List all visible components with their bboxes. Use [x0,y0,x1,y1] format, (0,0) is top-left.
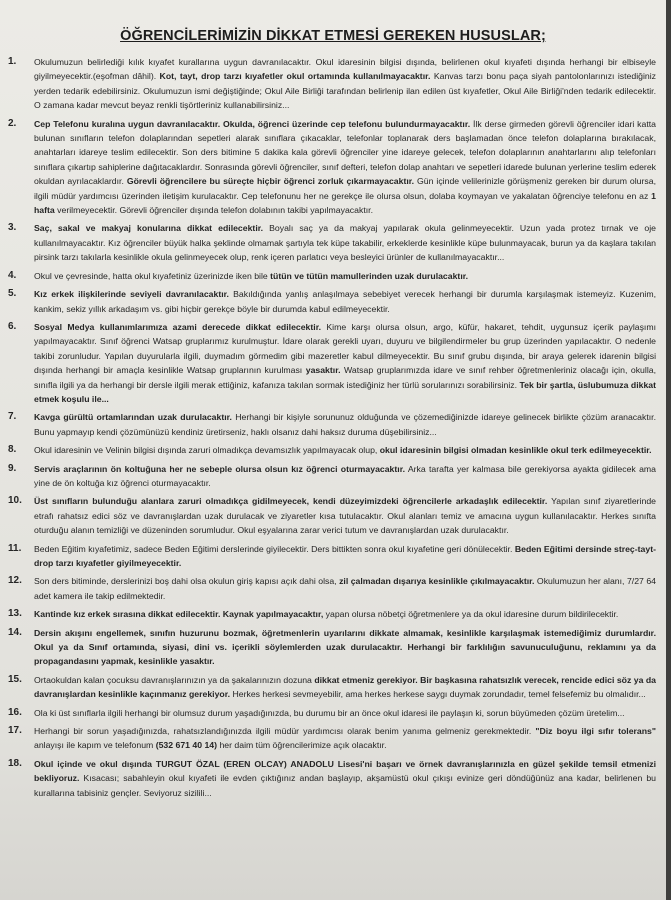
rule-item [8,542,656,571]
rule-text-bold: Görevli öğrencilere bu süreçte hiçbir öğrenci zorluk çıkarmayacaktır. [126,176,415,187]
rule-text [34,724,656,753]
rule-item [8,117,656,218]
rule-number: 15. [8,673,22,685]
rule-text-segment: İlk derse girmeden görevli öğrenciler idari katta bulunan sınıfların telefon dolaplarından sepetleri alarak sınıflara çıkacaklar, telefonlar toplanarak ders başlamadan önce telefon dolaplarına bırakılacak, anahtarları idareye teslim edilecektir. Son ders bitimine 5 dakika kala görevli öğrenciler yine idareye gelecek, telefon dolaplarının anahtarlarını alıp telefonları sınıflara çıkartıp sahiplerine dağıtacaklardır. Sonrasında görevli öğrenciler, sınıf defteri, telefon dolap anahtarı ve sepetleri idarede bulunan yerlerine teslim ederek okuldan ayrılacaklardır. [34,118,656,187]
rule-text-segment: Beden Eğitim kıyafetimiz, sadece Beden Eğitimi derslerinde giyilecektir. Ders bittikten sonra okul kıyafetine geri dönülecektir. [34,543,515,554]
rule-item [8,574,656,603]
rule-text-segment: Ola ki üst sınıflarla ilgili herhangi bir olumsuz durum yaşadığınızda, bu durumu bir an önce okul idaresi ile paylaşın ki, sorun büyümeden çözüm üretelim... [34,707,625,718]
rule-text-segment: Kısacası; sabahleyin okul kıyafeti ile evden çıktığınız andan başlayıp, akşamüstü okul çıkışı evinize geri döndüğünüz ana kadar, belirlenen bu kurallarına tabisiniz gençler. Seviyoruz sizilili... [34,773,656,798]
rule-item [8,221,656,264]
rule-text-bold: Okul içinde ve okul dışında TURGUT ÖZAL (EREN OLCAY) ANADOLU Lisesi'ni başarı ve örnek davranışlarınızla en güzel şekilde temsil etmenizi bekliyoruz. [34,758,656,784]
rule-text-segment: her daim tüm öğrencilerimize açık olacaktır. [217,740,387,751]
rule-item [8,269,656,283]
rule-text-bold: Cep Telefonu kuralına uygun davranılacaktır. Okulda, öğrenci üzerinde cep telefonu bulundurmayacaktır. [34,118,471,129]
rule-text-bold: Kantinde kız erkek sırasına dikkat edilecektir. Kaynak yapılmayacaktır, [34,609,324,620]
rule-text-segment: Okulumuzun her alanı, 7/27 64 adet kamera ile takip edilmektedir. [34,576,656,601]
rule-text-bold: (532 671 40 14) [155,740,218,751]
rule-item [8,462,656,491]
rule-text [34,117,656,218]
rule-text [34,757,656,800]
rule-text-bold: yasaktır. [305,365,341,376]
rule-text [34,443,656,457]
rule-number: 17. [8,725,22,737]
rule-text [34,320,656,406]
rule-item [8,55,656,113]
rule-item [8,673,656,702]
rule-text [34,55,656,113]
rules-list [8,55,656,804]
rule-text-segment: Herhangi bir kişiyle sorununuz olduğunda ve çözemediğinizde idareye gelinecek birlikte çözüm aranacaktır. Bunu yapmayıp kendi çözümünüzü kendiniz üretirseniz, haklı olsanız dahi haksız duruma düşebilirsiniz... [34,412,656,437]
rule-text [34,410,656,439]
rule-text [34,607,656,621]
rule-text-bold: Sosyal Medya kullanımlarımıza azami derecede dikkat edilecektir. [34,321,322,332]
rule-text-segment: Okulumuzun belirlediği kılık kıyafet kurallarına uygun davranılacaktır. Okul idaresinin bilgisi dışında, belirlenen okul kıyafeti dışında herhangi bir elbiseyle giyilmeyecektir.(eşofman dâhil). [34,57,656,82]
rule-text-bold: Dersin akışını engellemek, sınıfın huzurunu bozmak, öğretmenlerin uyarılarını dikkate almamak, kesinlikle karşılaşmak istemediğimiz durumlardır. Okul ya da Sınıf ortamında, siyasi, dini vs. içerikli söylemlerden uzak durulacaktır. Herhangi bir farklılığın savunuculuğunu, reklamını ya da propagandasını yapmak, kesinlikle yasaktır. [34,627,656,667]
rule-text [34,494,656,537]
rule-item [8,626,656,669]
rule-text-segment: Boyalı saç ya da makyaj yapılarak okula gelinmeyecektir. Uzun yada protez tırnak ve oje kullanılmayacaktır. Kız öğrenciler büyük halka şeklinde olmamak şartıyla tek küpe takabilir, erkeklerde kesinlikle küpe bulunmayacak, burun ya da kaşlara takılan pirsink tarzı takılarla kesinlikle okula gelinmeyecek olup, renk içeren parlatıcı veya besleyici ürünler de kullanılmayacaktır... [34,223,656,263]
rule-text-bold: "Diz boyu ilgi sıfır tolerans" [535,726,656,737]
rule-number: 11. [8,542,22,554]
rule-text-segment: verilmeyecektir. Görevli öğrenciler dışında telefon dolabının takibi yapılmayacaktır. [54,205,373,216]
rule-text-bold: Kot, tayt, drop tarzı kıyafetler okul ortamında kullanılmayacaktır. [159,71,431,82]
rule-text [34,706,656,720]
rule-number: 12. [8,575,22,587]
rule-text-segment: Son ders bitiminde, derslerinizi boş dahi olsa okulun giriş kapısı açık dahi olsa, [34,576,340,587]
rule-text-segment: Bakıldığında yanlış anlaşılmaya sebebiyet verecek herhangi bir durumla karşılaşmak istemeyiz. Kuzenim, kankim, sekiz yıllık arkadaşım vs. gibi hiçbir gerekçe böyle bir durumda kabul edilmeyecektir. [34,289,656,314]
rule-number: 9. [8,462,17,474]
rule-number: 16. [8,706,22,718]
rule-text [34,574,656,603]
rule-text-bold: Kız erkek ilişkilerinde seviyeli davranılacaktır. [34,289,229,300]
rule-text [34,626,656,669]
rule-text [34,673,656,702]
rule-text [34,287,656,316]
rule-text [34,462,656,491]
rule-number: 6. [8,320,17,332]
rule-item [8,607,656,621]
rule-text-bold: zil çalmadan dışarıya kesinlikle çıkılmayacaktır. [339,576,535,587]
rule-text-bold: tütün ve tütün mamullerinden uzak durulacaktır. [270,270,469,281]
rule-text-bold: Servis araçlarının ön koltuğuna her ne sebeple olursa olsun kız öğrenci oturmayacaktır. [34,463,406,474]
rule-item [8,443,656,457]
rule-text-segment: Yapılan sınıf ziyaretlerinde etrafı rahatsız edici söz ve davranışlardan uzak durulacak ve ziyaretler kısa tutulacaktır. Okul alanları temiz ve amacına uygun kullanılacaktır. Herkes sınıfta oturduğu alanın temizliği ve düzeninden sorumludur. Okul eşyalarına zarar verici tutum ve davranışlardan uzak durulacaktır. [34,496,656,536]
rule-text-segment: Watsap gruplarımızda idare ve sınıf rehber öğretmenleriniz olacağı için, okulla, sınıfla ilgili ya da herhangi bir dersle ilgili merak ettiğiniz, kafanıza takılan sormak istediğiniz her türlü sorularınızı sorabilirsiniz. [34,365,656,390]
rule-text-segment: Kime karşı olursa olsun, argo, küfür, hakaret, tehdit, uygunsuz içerik paylaşımı yapılmayacaktır. Sınıf öğrenci Watsap gruplarımız kurulmuştur. İdare olarak gerekli uyarı, duyuru ve bilgilendirmeler bu grup üzerinden yapılacaktır. O nedenle takibi zorunludur. Yapılan duyurularla ilgili, duymadım görmedim gibi mazeretler kabul dilmeyecektir. Bu sınıf grubu dışında, bir araya gelerek idarenin bilgisi dışında herhangi bir amaçla kesinlikle Watsap gruplarının kurulması [34,321,656,376]
rule-text-bold: Kavga gürültü ortamlarından uzak durulacaktır. [34,412,232,423]
rule-text-segment: Ortaokuldan kalan çocuksu davranışlarınızın ya da şakalarınızın dozuna [34,674,315,685]
rule-text [34,269,656,283]
rule-text-bold: 1 hafta [34,190,656,216]
rule-text-bold: dikkat etmeniz gerekiyor. Bir başkasına rahatsızlık verecek, rencide edici söz ya da davranışlardan kesinlikle kaçınmanız gerekiyor. [34,674,656,700]
rule-text-bold: Beden Eğitimi dersinde streç-tayt-drop tarzı kıyafetler giyilmeyecektir. [34,543,656,568]
rule-number: 1. [8,56,17,67]
rule-text-bold: Saç, sakal ve makyaj konularına dikkat edilecektir. [34,223,264,234]
rule-number: 7. [8,411,17,423]
rule-text-segment: Herhangi bir sorun yaşadığınızda, rahatsızlandığınızda ilgili müdür yardımcısı olarak benim yanıma gelmeniz gerekmektedir. [34,726,536,737]
rule-number: 2. [8,117,17,129]
rule-text-bold: Üst sınıfların bulunduğu alanlara zaruri olmadıkça gidilmeyecek, kendi düzeyimizdeki öğrencilerle arkadaşlık edilecektir. [34,496,548,507]
rule-item [8,287,656,316]
rule-item [8,410,656,439]
rule-number: 13. [8,608,22,620]
rule-item [8,494,656,537]
rule-number: 14. [8,626,22,638]
rule-number: 8. [8,444,17,456]
rule-text-segment: Okul idaresinin ve Velinin bilgisi dışında zaruri olmadıkça devamsızlık yapılmayacak olup, [34,445,380,456]
rule-number: 3. [8,222,17,234]
rule-text-segment: Kanvas tarzı bonu paça siyah pantolonlarınızı istediğiniz yerden tedarik edebilirsiniz. Okulumuzun ismi değiştiğinde; Okul Aile Birliği tarafından belirlenip ilan edilen üst kıyafetler, Okul Aile Birliği'nden tedarik edilecektir. O zamana kadar mevcut beyaz renkli tişörtleriniz kullanabilirsiniz... [34,71,656,111]
rule-number: 18. [8,757,22,769]
rule-text [34,221,656,264]
rule-item [8,724,656,753]
page-title: ÖĞRENCİLERİMİZİN DİKKAT ETMESİ GEREKEN HUSUSLAR; [120,28,546,44]
rule-item [8,757,656,800]
rule-text-segment: Okul ve çevresinde, hatta okul kıyafetiniz üzerinizde iken bile [34,270,271,281]
rule-text-segment: yapan olursa nöbetçi öğretmenlere ya da okul idaresine durum bildirilecektir. [323,609,619,620]
rule-text-bold: Tek bir şartla, üslubumuza dikkat etmek koşulu ile... [34,379,656,404]
rule-item [8,320,656,406]
rule-text-segment: Herkes herkesi sevmeyebilir, ama herkes herkese saygı duymak zorundadır, temel felsefemiz bu olmalıdır... [230,689,646,700]
rule-number: 5. [8,288,17,300]
rule-text-segment: Arka tarafta yer kalmasa bile gerekiyorsa ayakta gidilecek ama yine de ön koltuğa kız öğrenci oturmayacaktır. [34,463,656,488]
rule-text-bold: okul idaresinin bilgisi olmadan kesinlikle okul terk edilmeyecektir. [379,445,652,456]
rule-number: 10. [8,495,22,507]
rule-number: 4. [8,269,17,281]
rule-text-segment: anlayışı ile kapım ve telefonum [34,740,156,751]
rule-item [8,706,656,720]
page-edge [666,0,671,900]
rule-text [34,542,656,571]
rule-text-segment: Gün içinde velilerinizle görüşmeniz gereken bir durum olursa, ilgili müdür yardımcısı üzerinden iletişim kurulacaktır. Cep telefonunu her ne gerekçe ile olursa olsun, dolaba koymayan ve yakalatan öğrenciye telefonu en az [34,176,656,201]
